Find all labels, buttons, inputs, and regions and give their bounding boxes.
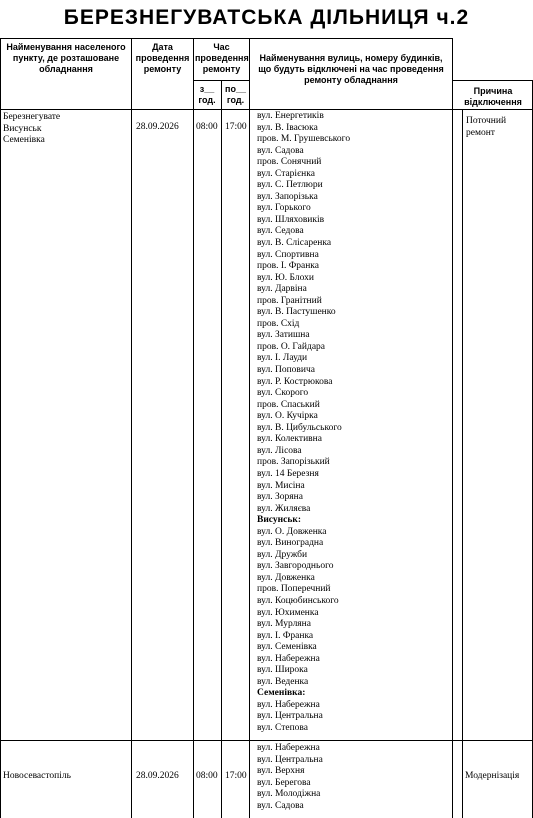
row1-from: 08:00 (196, 122, 218, 132)
street-item: вул. В. Слісаренка (257, 238, 332, 249)
street-item: вул. В. Цибульського (257, 422, 342, 433)
reason-header-line (452, 80, 533, 81)
street-item: вул. Жиляєва (257, 503, 311, 514)
settlement-name: Семенівка (3, 135, 45, 145)
street-item: вул. Довженка (257, 572, 315, 583)
street-item: вул. Поповича (257, 365, 315, 376)
reason-line: ремонт (466, 127, 495, 138)
street-item: пров. Сонячний (257, 157, 322, 168)
street-item: вул. Колективна (257, 434, 322, 445)
street-item: вул. Центральна (257, 711, 323, 722)
street-item: вул. В. Пастушенко (257, 307, 336, 318)
settlement-name: Висунськ (3, 123, 42, 134)
row2-date: 28.09.2026 (136, 771, 179, 781)
header-from: з__ год. (198, 84, 216, 105)
header-streets: Найменування вулиць, номеру будинків, що будуть відключені на час проведення ремонту обладнання (258, 53, 444, 85)
street-item: вул. Запорізька (257, 191, 318, 202)
street-item: вул. Юхименка (257, 607, 319, 618)
row1-to: 17:00 (225, 122, 247, 132)
row2-to: 17:00 (225, 771, 247, 781)
row1-date: 28.09.2026 (136, 122, 179, 132)
street-item: вул. Затишна (257, 330, 310, 341)
outage-table (0, 38, 533, 818)
street-item: вул. Спортивна (257, 249, 319, 260)
col-line-0 (0, 38, 1, 818)
street-item: вул. Виноградна (257, 538, 324, 549)
street-item: вул. Широка (257, 665, 308, 676)
street-item: пров. І. Франка (257, 261, 319, 272)
header-bottom-line (0, 109, 533, 110)
street-item: вул. Дарвіна (257, 284, 307, 295)
col-line-4 (249, 38, 250, 818)
street-item: вул. Седова (257, 226, 304, 237)
street-item: вул. Горького (257, 203, 311, 214)
street-item: вул. 14 Березня (257, 468, 319, 479)
street-item: вул. Шляховиків (257, 214, 325, 225)
street-item: вул. Набережна (257, 653, 320, 664)
street-item: пров. Спаський (257, 399, 320, 410)
street-item: вул. Берегова (257, 777, 311, 788)
street-item: пров. Поперечний (257, 584, 331, 595)
street-item: вул. Лісова (257, 445, 302, 456)
row-separator (0, 740, 533, 741)
street-item: вул. Степова (257, 722, 308, 733)
reason-line: Поточний (466, 116, 507, 126)
page-title: БЕРЕЗНЕГУВАТСЬКА ДІЛЬНИЦЯ ч.2 (63, 6, 470, 29)
street-item: вул. І. Лауди (257, 353, 308, 364)
row1-settlements (3, 112, 60, 147)
settlement-name: Новосевастопіль (3, 771, 71, 781)
header-date: Дата проведення ремонту (135, 42, 190, 74)
settlement-name: Березнегувате (3, 112, 61, 122)
row2-reason (465, 771, 519, 783)
street-group-header: Висунськ: (257, 515, 302, 526)
header-settlement: Найменування населеного пункту, де розташоване обладнання (6, 42, 126, 74)
street-item: вул. Завгороднього (257, 561, 334, 572)
street-item: вул. О. Довженка (257, 526, 327, 537)
header-reason: Причина відключення (464, 86, 522, 107)
col-line-1 (131, 38, 132, 818)
header-to: по__ год. (225, 84, 246, 105)
street-item: вул. Мурляна (257, 619, 311, 630)
street-item: вул. Центральна (257, 754, 323, 765)
row1-reason (466, 116, 506, 139)
street-item: вул. О. Кучірка (257, 411, 318, 422)
street-item: вул. Скорого (257, 388, 309, 399)
street-item: пров. Гранітний (257, 295, 322, 306)
col-line-5 (452, 38, 453, 818)
row1-street-list (257, 111, 350, 735)
street-item: вул. І. Франка (257, 630, 314, 641)
street-item: вул. Р. Кострюкова (257, 376, 333, 387)
col-line-3 (221, 80, 222, 818)
street-item: вул. Енергетиків (257, 111, 324, 121)
street-item: пров. Схід (257, 318, 300, 329)
street-group-header: Семенівка: (257, 688, 306, 699)
col-line-2 (193, 38, 194, 818)
street-item: вул. Набережна (257, 743, 320, 753)
street-item: вул. С. Петлюри (257, 180, 323, 191)
street-item: вул. Зоряна (257, 492, 303, 503)
row2-settlements (3, 771, 71, 783)
street-item: вул. Верхня (257, 766, 305, 777)
street-item: вул. Веденка (257, 676, 309, 687)
street-item: вул. Садова (257, 145, 304, 156)
street-item: вул. Коцюбинського (257, 595, 339, 606)
row2-street-list (257, 743, 323, 812)
street-item: вул. Семенівка (257, 642, 317, 653)
street-item: вул. Садова (257, 800, 304, 811)
col-line-6 (462, 109, 463, 818)
reason-line: Модернізація (465, 771, 520, 781)
street-item: вул. Мисіна (257, 480, 305, 491)
street-item: пров. О. Гайдара (257, 341, 326, 352)
street-item: вул. Молодіжна (257, 789, 321, 800)
header-time: Час проведення ремонту (195, 42, 249, 74)
table-border-top (0, 38, 452, 39)
street-item: пров. М. Грушевського (257, 134, 351, 145)
street-item: вул. В. Івасюка (257, 122, 318, 133)
street-item: вул. Ю. Блохи (257, 272, 314, 283)
street-item: вул. Дружби (257, 549, 308, 560)
street-item: вул. Старієнка (257, 168, 315, 179)
street-item: пров. Запорізький (257, 457, 330, 468)
row2-from: 08:00 (196, 771, 218, 781)
street-item: вул. Набережна (257, 699, 320, 710)
